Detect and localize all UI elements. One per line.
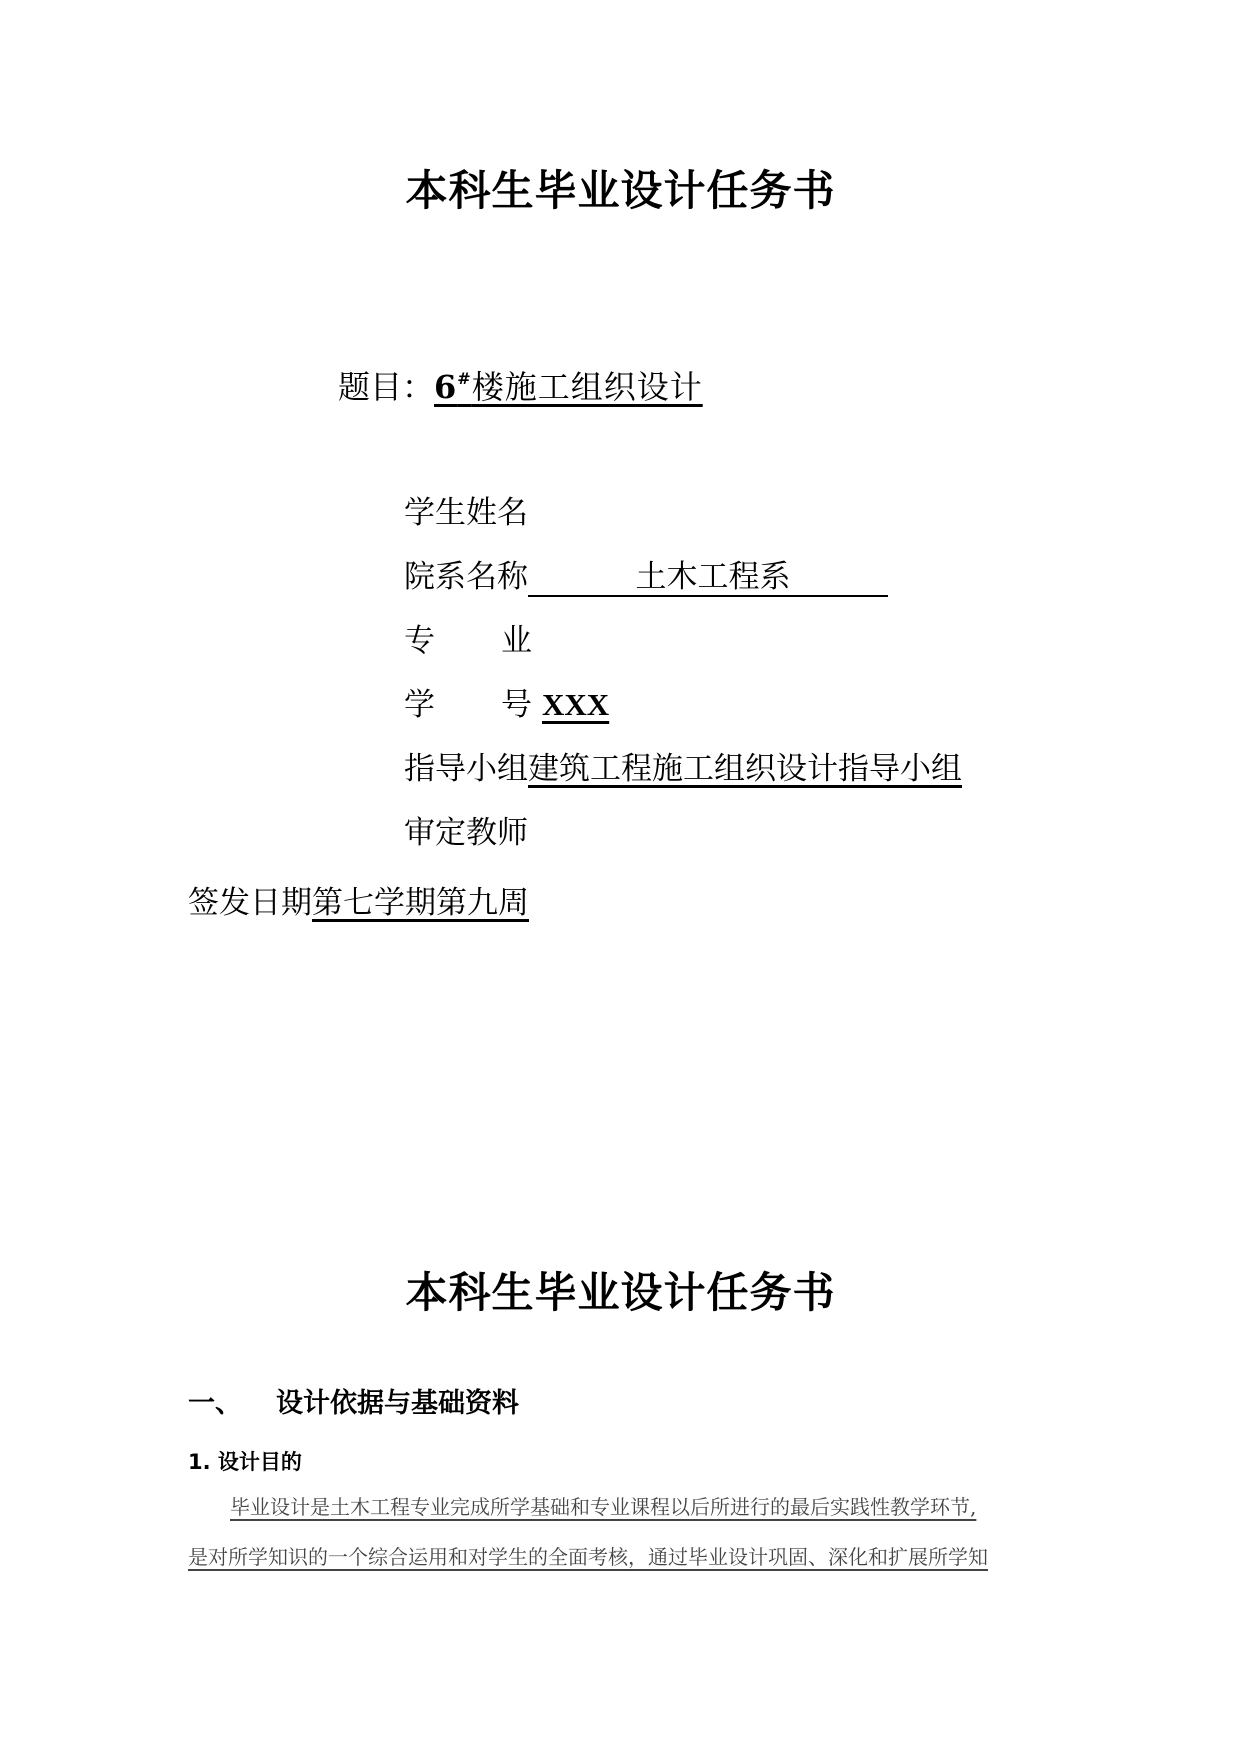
- field-major: [404, 615, 546, 660]
- student-name-label: 学生姓名: [404, 495, 528, 531]
- paragraph-line-2: 是对所学知识的一个综合运用和对学生的全面考核，通过毕业设计巩固、深化和扩展所学知: [188, 1545, 988, 1569]
- guidance-group-value: 建筑工程施工组织设计指导小组: [528, 751, 962, 787]
- major-label: 专 业: [404, 623, 532, 659]
- topic-value: [434, 368, 703, 406]
- field-issue-date: [188, 877, 529, 922]
- department-value: 土木工程系: [528, 559, 888, 597]
- reviewer-label: 审定教师: [404, 815, 528, 851]
- issue-date-label: 签发日期: [188, 885, 312, 921]
- cover-title: 本科生毕业设计任务书: [405, 166, 836, 215]
- subsection-heading-1: 1. 设计目的: [188, 1450, 302, 1474]
- issue-date-value: 第七学期第九周: [312, 885, 529, 921]
- topic-line: [338, 362, 703, 408]
- topic-superscript: #: [457, 369, 472, 388]
- field-student-name: [404, 487, 528, 532]
- section-1-number: 一、: [188, 1388, 242, 1419]
- field-reviewer: [404, 807, 528, 852]
- topic-number: 6: [434, 368, 458, 406]
- field-department: [404, 551, 888, 597]
- field-guidance-group: [404, 743, 962, 788]
- student-id-label: 学 号: [404, 687, 532, 723]
- section-1-title: 设计依据与基础资料: [276, 1388, 519, 1419]
- section-heading-1: [188, 1381, 519, 1420]
- department-label: 院系名称: [404, 559, 528, 595]
- paragraph-line-1: 毕业设计是土木工程专业完成所学基础和专业课程以后所进行的最后实践性教学环节,: [230, 1495, 977, 1519]
- topic-text: 楼施工组织设计: [471, 368, 703, 406]
- student-id-value: XXX: [542, 687, 610, 722]
- guidance-group-label: 指导小组: [404, 751, 528, 787]
- topic-label: 题目：: [338, 368, 435, 406]
- task-title: 本科生毕业设计任务书: [405, 1268, 836, 1317]
- field-student-id: [404, 679, 609, 724]
